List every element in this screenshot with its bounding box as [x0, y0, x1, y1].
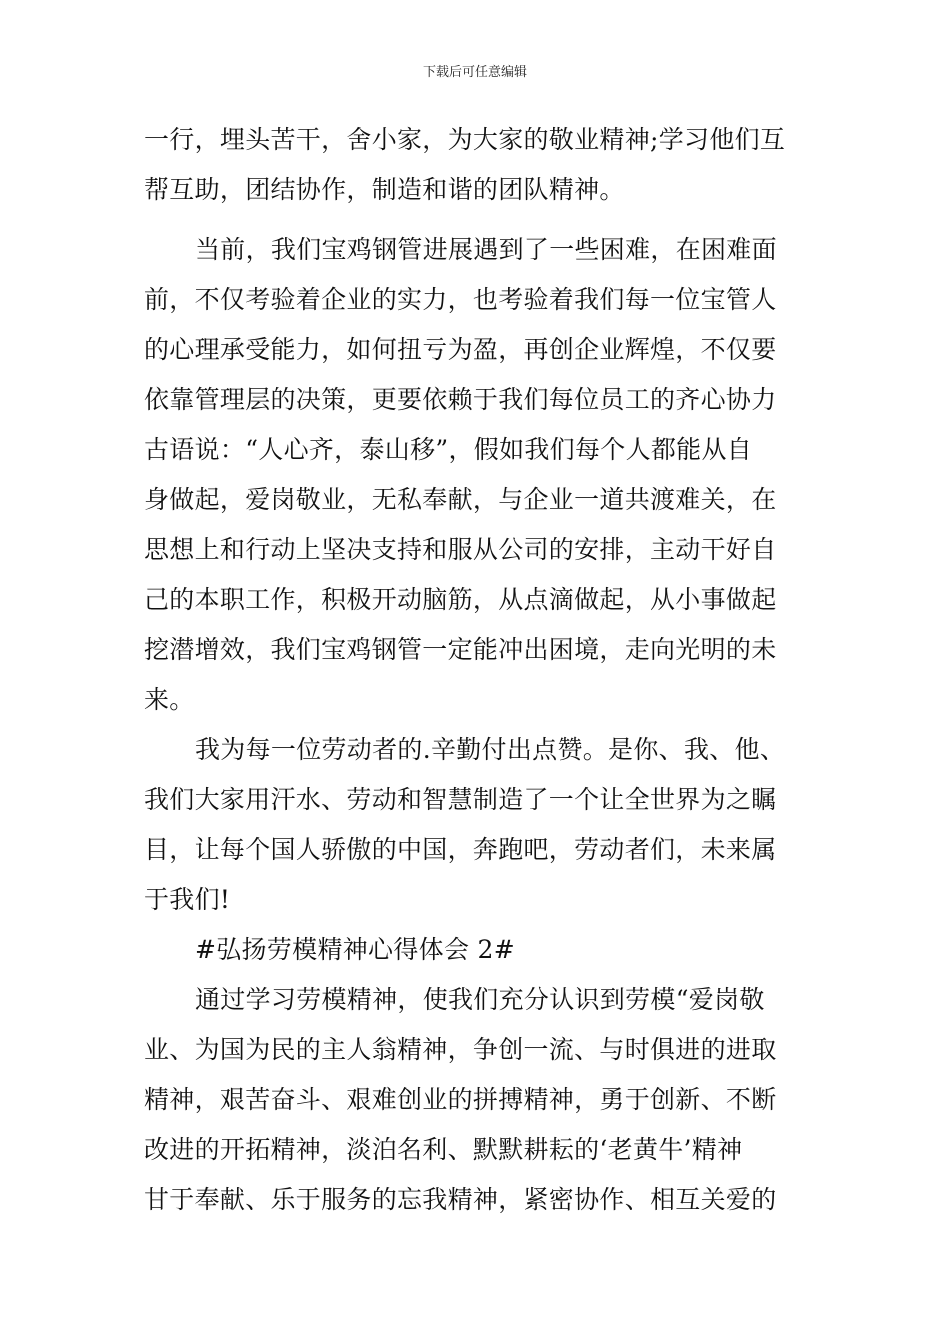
text-line: 通过学习劳模精神，使我们充分认识到劳模“爱岗敬: [195, 985, 765, 1014]
text-line: 挖潜增效，我们宝鸡钢管一定能冲出困境，走向光明的未: [144, 635, 777, 664]
text-line: 的心理承受能力，如何扭亏为盈，再创企业辉煌，不仅要: [144, 335, 777, 364]
page-header: 下载后可任意编辑: [422, 65, 527, 80]
text-line: 甘于奉献、乐于服务的忘我精神，紧密协作、相互关爱的: [144, 1185, 777, 1214]
text-line: 己的本职工作，积极开动脑筋，从点滴做起，从小事做起: [144, 585, 777, 614]
text-line: 前，不仅考验着企业的实力，也考验着我们每一位宝管人: [144, 285, 777, 314]
section-heading: #弘扬劳模精神心得体会 2#: [195, 935, 515, 964]
text-line: 当前，我们宝鸡钢管进展遇到了一些困难，在困难面: [195, 235, 777, 264]
text-line: 改进的开拓精神，淡泊名利、默默耕耘的‘老黄牛’精神: [144, 1135, 743, 1164]
text-line: 精神，艰苦奋斗、艰难创业的拼搏精神，勇于创新、不断: [144, 1085, 777, 1114]
text-line: 帮互助，团结协作，制造和谐的团队精神。: [144, 175, 625, 204]
text-line: 业、为国为民的主人翁精神，争创一流、与时俱进的进取: [144, 1035, 777, 1064]
text-line: 我们大家用汗水、劳动和智慧制造了一个让全世界为之瞩: [144, 785, 777, 814]
text-line: 思想上和行动上坚决支持和服从公司的安排，主动干好自: [144, 535, 777, 564]
text-line: 于我们!: [144, 885, 231, 914]
text-line: 一行，埋头苦干，舍小家，为大家的敬业精神;学习他们互: [144, 125, 786, 154]
text-line: 我为每一位劳动者的.辛勤付出点赞。是你、我、他、: [195, 735, 786, 764]
text-line: 古语说：“人心齐，泰山移”，假如我们每个人都能从自: [144, 435, 753, 464]
text-line: 依靠管理层的决策，更要依赖于我们每位员工的齐心协力: [144, 385, 777, 414]
text-line: 目，让每个国人骄傲的中国，奔跑吧，劳动者们，未来属: [144, 835, 777, 864]
text-line: 身做起，爱岗敬业，无私奉献，与企业一道共渡难关，在: [144, 485, 777, 514]
text-line: 来。: [144, 685, 195, 714]
